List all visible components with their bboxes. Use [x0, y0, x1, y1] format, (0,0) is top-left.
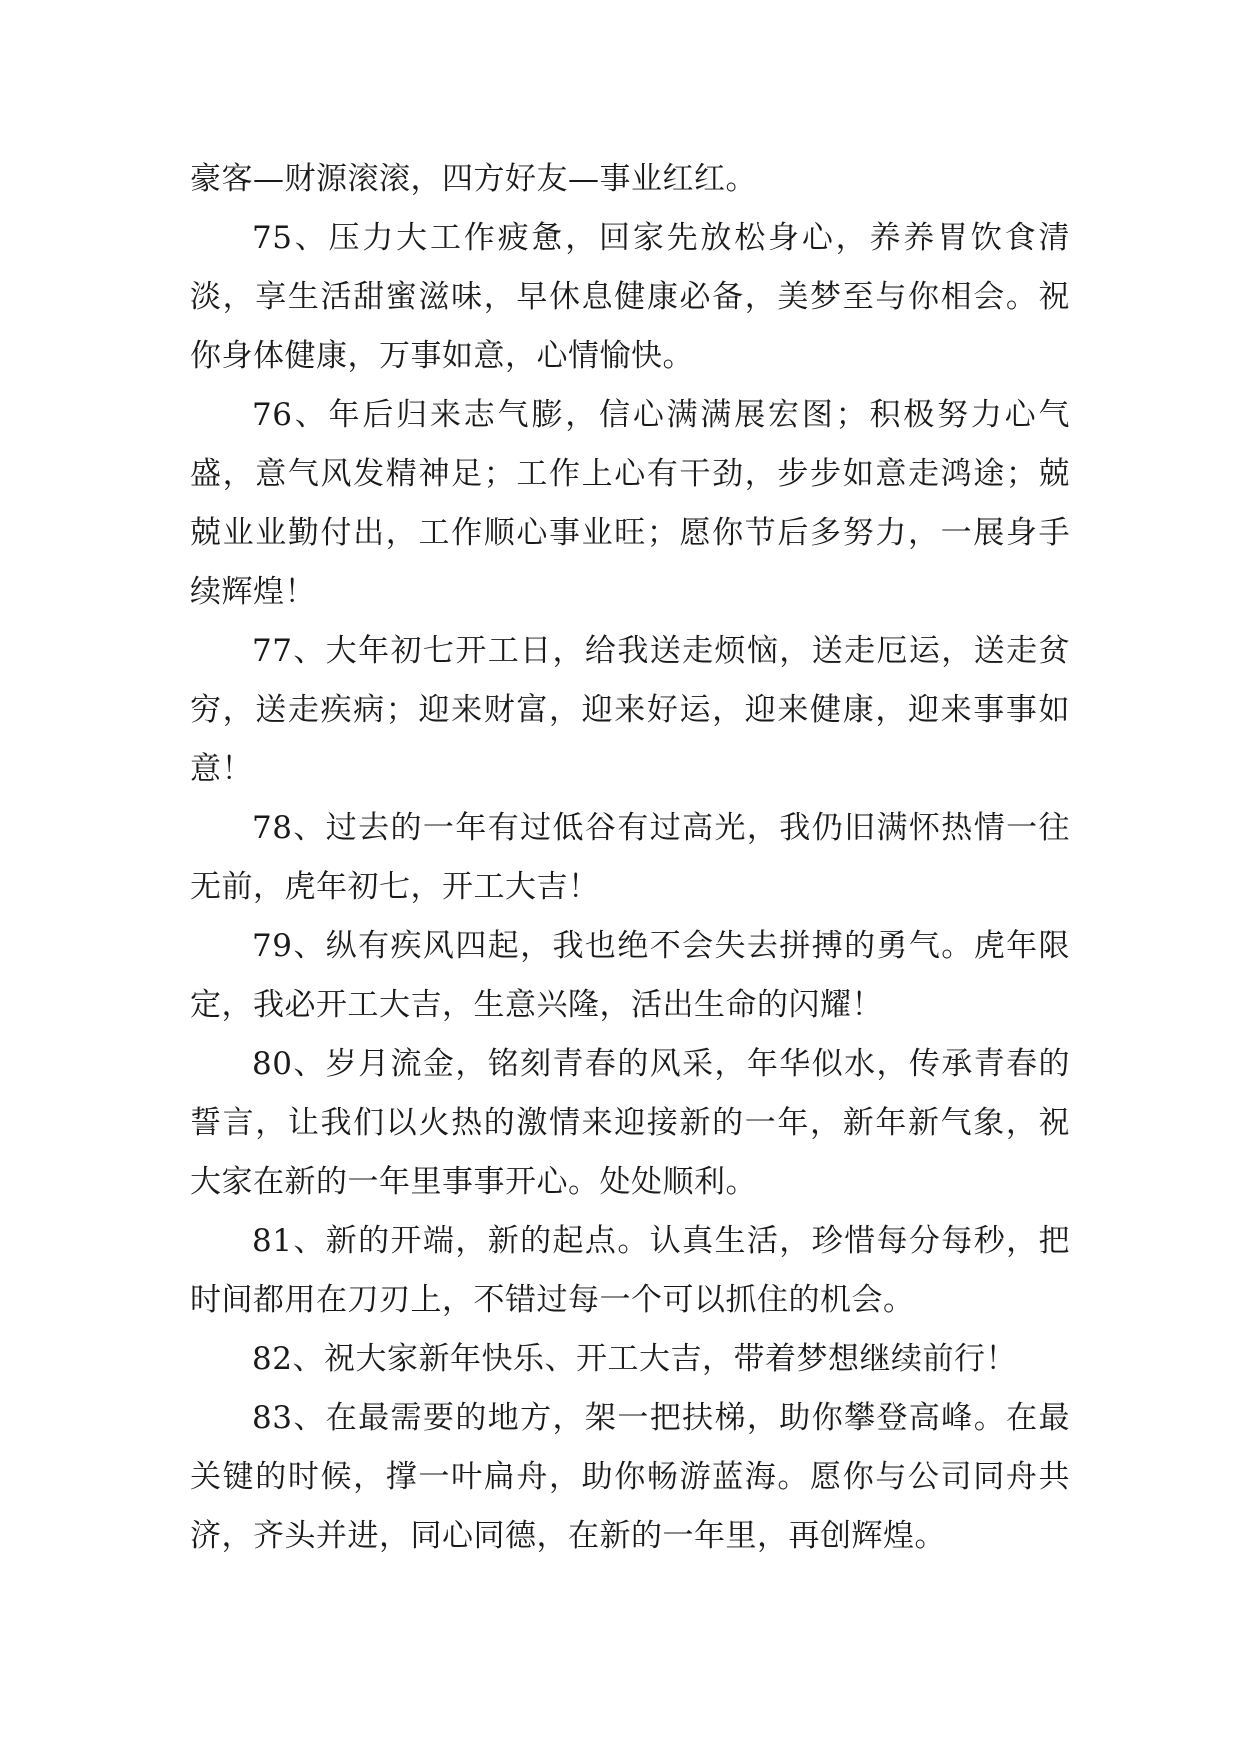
paragraph-78: 78、过去的一年有过低谷有过高光，我仍旧满怀热情一往无前，虎年初七，开工大吉！: [190, 810, 1070, 905]
paragraph-74-continuation: 豪客—财源滚滚，四方好友—事业红红。: [190, 161, 757, 197]
paragraph-79: 79、纵有疾风四起，我也绝不会失去拼搏的勇气。虎年限定，我必开工大吉，生意兴隆，活出生命的闪耀！: [190, 928, 1070, 1023]
paragraph-82: 82、祝大家新年快乐、开工大吉，带着梦想继续前行！: [252, 1341, 1017, 1377]
paragraph-77: 77、大年初七开工日，给我送走烦恼，送走厄运，送走贫穷，送走疾病；迎来财富，迎来好运，迎来健康，迎来事事如意！: [190, 633, 1070, 787]
paragraph-83: 83、在最需要的地方，架一把扶梯，助你攀登高峰。在最关键的时候，撑一叶扁舟，助你畅游蓝海。愿你与公司同舟共济，齐头并进，同心同德，在新的一年里，再创辉煌。: [190, 1400, 1070, 1554]
paragraph-80: 80、岁月流金，铭刻青春的风采，年华似水，传承青春的誓言，让我们以火热的激情来迎接新的一年，新年新气象，祝大家在新的一年里事事开心。处处顺利。: [190, 1046, 1070, 1200]
paragraph-76: 76、年后归来志气膨，信心满满展宏图；积极努力心气盛，意气风发精神足；工作上心有干劲，步步如意走鸿途；兢兢业业勤付出，工作顺心事业旺；愿你节后多努力，一展身手续辉煌！: [190, 397, 1070, 610]
document-page: [190, 150, 1070, 1566]
paragraph-75: 75、压力大工作疲惫，回家先放松身心，养养胃饮食清淡，享生活甜蜜滋味，早休息健康必备，美梦至与你相会。祝你身体健康，万事如意，心情愉快。: [190, 220, 1070, 374]
paragraph-81: 81、新的开端，新的起点。认真生活，珍惜每分每秒，把时间都用在刀刃上，不错过每一个可以抓住的机会。: [190, 1223, 1070, 1318]
